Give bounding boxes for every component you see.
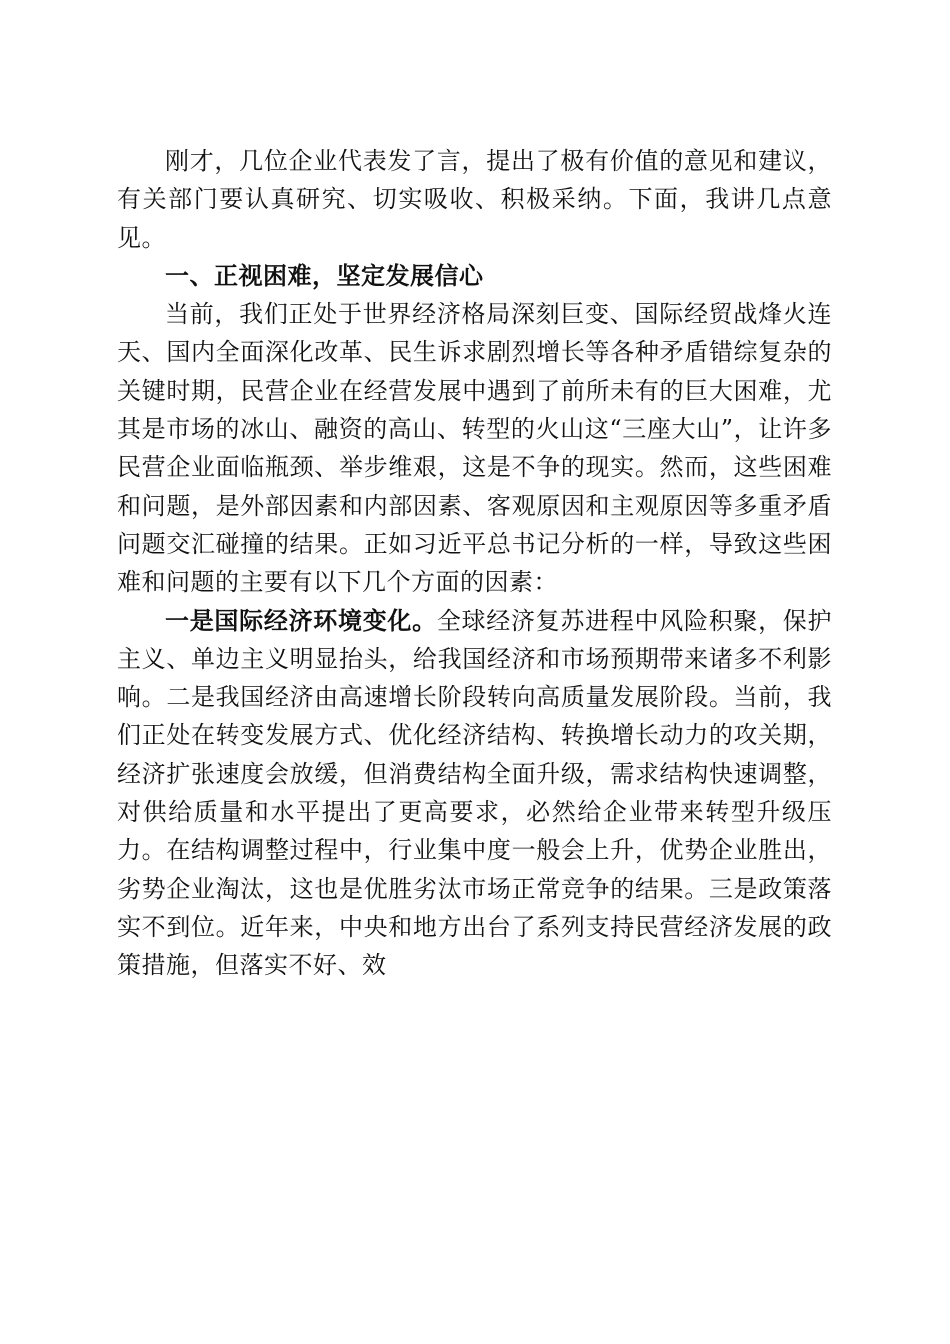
document-body bbox=[117, 142, 832, 985]
paragraph-current-situation: 当前，我们正处于世界经济格局深刻巨变、国际经贸战烽火连天、国内全面深化改革、民生诉求剧烈增长等各种矛盾错综复杂的关键时期，民营企业在经营发展中遇到了前所未有的巨大困难，尤其是市场的冰山、融资的高山、转型的火山这“三座大山”，让许多民营企业面临瓶颈、举步维艰，这是不争的现实。然而，这些困难和问题，是外部因素和内部因素、客观原因和主观原因等多重矛盾问题交汇碰撞的结果。正如习近平总书记分析的一样，导致这些困难和问题的主要有以下几个方面的因素： bbox=[117, 300, 832, 597]
paragraph-lead-phrase: 一是国际经济环境变化。 bbox=[165, 606, 437, 635]
paragraph-factors-body: 全球经济复苏进程中风险积聚，保护主义、单边主义明显抬头，给我国经济和市场预期带来诸多不利影响。二是我国经济由高速增长阶段转向高质量发展阶段。当前，我们正处在转变发展方式、优化经济结构、转换增长动力的攻关期，经济扩张速度会放缓，但消费结构全面升级，需求结构快速调整，对供给质量和水平提出了更高要求，必然给企业带来转型升级压力。在结构调整过程中，行业集中度一般会上升，优势企业胜出，劣势企业淘汰，这也是优胜劣汰市场正常竞争的结果。三是政策落实不到位。近年来，中央和地方出台了系列支持民营经济发展的政策措施，但落实不好、效 bbox=[117, 606, 833, 980]
paragraph-opening: 刚才，几位企业代表发了言，提出了极有价值的意见和建议，有关部门要认真研究、切实吸收、积极采纳。下面，我讲几点意见。 bbox=[117, 147, 832, 252]
paragraph-factors bbox=[117, 602, 832, 985]
section-heading: 一、正视困难，坚定发展信心 bbox=[165, 261, 484, 290]
